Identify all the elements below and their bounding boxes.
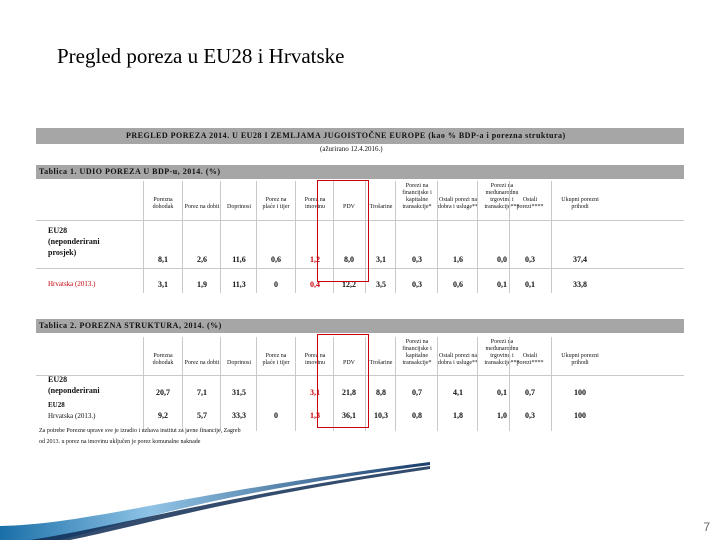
- table2-hr-value: 1,3: [310, 411, 320, 420]
- table2-hr-value: 5,7: [197, 411, 207, 420]
- table2-col-header-line: financijske i: [402, 346, 432, 352]
- table2-col-header-line: prihodi: [571, 360, 589, 366]
- table1-col-header-line: trgovinu i: [490, 197, 514, 203]
- table1-grid-line: [509, 181, 510, 293]
- table2-col-header-line: Porez na: [304, 353, 326, 359]
- table2-eu-value: 4,1: [453, 388, 463, 397]
- table2-grid-line: [477, 337, 478, 431]
- swoosh-band: [0, 462, 430, 540]
- sheet-header-subtitle: (ažurirano 12.4.2016.): [320, 145, 383, 153]
- sheet-header-title: PREGLED POREZA 2014. U EU28 I ZEMLJAMA JUGOISTOČNE EUROPE (kao % BDP-a i porezna struktura): [126, 131, 566, 140]
- table1-col-header-line: Porez na: [304, 197, 326, 203]
- table1-col-header-line: Porezi na: [405, 183, 429, 189]
- table1-col-header: [144, 197, 182, 211]
- table1-hr-value: 0,6: [453, 280, 463, 289]
- table1-grid-line: [395, 181, 396, 293]
- table2-grid-line: [437, 337, 438, 431]
- slide-title: Pregled poreza u EU28 i Hrvatske: [57, 44, 345, 68]
- table1-eu-value: 8,0: [344, 255, 354, 264]
- table1-grid-line: [143, 181, 144, 293]
- table2-col-header-line: dohodak: [152, 360, 174, 366]
- table1-col-header: [396, 183, 438, 211]
- table1-eu-value: 8,1: [158, 255, 168, 264]
- table1-col-header-line: Porezi na: [490, 183, 514, 189]
- table1-grid-line: [437, 181, 438, 293]
- table2-hr-value: 36,1: [342, 411, 356, 420]
- table1-eu-value: 11,6: [232, 255, 246, 264]
- table1-title-bar: [36, 165, 684, 179]
- table2-hr-label: [48, 400, 95, 422]
- table2-eu-value: 7,1: [197, 388, 207, 397]
- table1-col-header-line: Porez na dobit: [184, 204, 220, 210]
- table1-grid-line: [477, 181, 478, 293]
- table1-hr-value: 0,1: [525, 280, 535, 289]
- table2-col-header: [221, 360, 257, 367]
- table2-col-header-line: plaće i tijer: [262, 360, 290, 366]
- table2-col-header: [510, 353, 550, 367]
- table1-col-header-line: Porezna: [153, 197, 173, 203]
- table1-col-header: [510, 197, 550, 211]
- sheet-note-2: od 2013. u porez na imovinu uključen je porez komunalne naknade: [39, 439, 201, 445]
- table2-col-header-line: porezi****: [516, 360, 544, 366]
- table2-col-header-line: Ostali porezi na: [439, 353, 477, 359]
- table1-eu-value: 0,3: [412, 255, 422, 264]
- sheet-note-1: Za potrebe Porezne uprave sve je izradio i uzhava institut za javne financije, Zagreb: [39, 428, 241, 434]
- table2-col-header: [144, 353, 182, 367]
- table1-grid-line: [295, 181, 296, 293]
- table1-eu-value: 2,6: [197, 255, 207, 264]
- table1-col-header-line: Doprinosi: [227, 204, 251, 210]
- table2-col-header-line: Porezi na: [405, 339, 429, 345]
- table2-grid-line: [143, 337, 144, 431]
- table1-eu-value: 37,4: [573, 255, 587, 264]
- table1-col-header-line: Ostali: [522, 197, 538, 203]
- table2-hr-value: 1,0: [497, 411, 507, 420]
- table2-col-header-line: Porez na dobit: [184, 360, 220, 366]
- page-number: 7: [703, 520, 710, 534]
- table1-grid-line: [220, 181, 221, 293]
- table1-col-header-line: Porez na: [265, 197, 287, 203]
- table2-hr-value: 0: [274, 411, 278, 420]
- table1-col-header-line: kapitalne: [406, 197, 428, 203]
- table1-hr-value: 0,3: [412, 280, 422, 289]
- table1-hr-value: 0,4: [310, 280, 320, 289]
- table1-hr-value: 0,1: [497, 280, 507, 289]
- table2-hr-value: 100: [574, 411, 586, 420]
- table2-col-header: [552, 353, 608, 367]
- table2-col-header-line: imovinu: [304, 360, 325, 366]
- table1-eu-value: 0,6: [271, 255, 281, 264]
- table1-col-header-line: prihodi: [571, 204, 589, 210]
- table1-col-header-line: Ostali porezi na: [439, 197, 477, 203]
- table2-grid-line: [220, 337, 221, 431]
- table2-col-header-line: PDV: [342, 360, 355, 366]
- table2-eu-value: 21,8: [342, 388, 356, 397]
- table1-eu-value: 0,3: [525, 255, 535, 264]
- table2-col-header-line: kapitalne: [406, 353, 428, 359]
- table1-hr-value: 11,3: [232, 280, 246, 289]
- table1-eu-value: 1,2: [310, 255, 320, 264]
- table2-title-bar: [36, 319, 684, 333]
- table1-col-header: [221, 204, 257, 211]
- table1-col-header-line: plaće i tijer: [262, 204, 290, 210]
- table2-grid-line: [551, 337, 552, 431]
- table1-col-header-line: financijske i: [402, 190, 432, 196]
- table1-col-header-line: transakcije***: [484, 204, 520, 210]
- table1-col-header-line: Ukupni porezni: [561, 197, 599, 203]
- table1-hr-value: 3,1: [158, 280, 168, 289]
- table2-hr-value: 33,3: [232, 411, 246, 420]
- table2-grid-line: [256, 337, 257, 431]
- decorative-swoosh: [0, 460, 430, 540]
- table1-col-header-line: PDV: [342, 204, 355, 210]
- table2-hr-label-line1: EU28: [48, 401, 65, 409]
- table1-hr-value: 12,2: [342, 280, 356, 289]
- table2-grid-line: [182, 337, 183, 431]
- table1-eu-label-line1: EU28: [48, 226, 68, 235]
- table1-hr-value: 3,5: [376, 280, 386, 289]
- table1-hr-value: 33,8: [573, 280, 587, 289]
- table1-hr-label: Hrvatska (2013.): [48, 280, 96, 288]
- table1-col-header: [257, 197, 295, 211]
- property-tax-highlight-1: [317, 180, 369, 282]
- table1-eu-label: [48, 225, 100, 258]
- table2-hr-value: 9,2: [158, 411, 168, 420]
- table2-eu-value: 31,5: [232, 388, 246, 397]
- table2-col-header-line: Porezna: [153, 353, 173, 359]
- table1-eu-value: 0,0: [497, 255, 507, 264]
- table2-eu-value: 0,1: [497, 388, 507, 397]
- table2-hr-value: 10,3: [374, 411, 388, 420]
- sheet-header-bar: [36, 128, 684, 144]
- tax-table-image: [36, 128, 684, 448]
- table1-col-header-line: porezi****: [516, 204, 544, 210]
- table1-col-header: [552, 197, 608, 211]
- table2-col-header-line: Ukupni porezni: [561, 353, 599, 359]
- table2-eu-value: 20,7: [156, 388, 170, 397]
- table2-col-header: [183, 360, 221, 367]
- table2-col-header: [438, 353, 478, 367]
- table1-col-header-line: transakcije*: [402, 204, 432, 210]
- table2-col-header-line: Ostali: [522, 353, 538, 359]
- table2-eu-value: 100: [574, 388, 586, 397]
- table1-title: Tablica 1. UDIO POREZA U BDP-u, 2014. (%): [39, 167, 221, 176]
- table2-col-header-line: trgovinu i: [490, 353, 514, 359]
- table2-eu-label: [48, 374, 100, 396]
- table1-col-header: [438, 197, 478, 211]
- table1-grid-line: [256, 181, 257, 293]
- table1-eu-label-line2: (neponderirani: [48, 237, 100, 246]
- table2-col-header-line: Trošarine: [369, 360, 393, 366]
- table2-col-header: [257, 353, 295, 367]
- table1-col-header-line: dohodak: [152, 204, 174, 210]
- property-tax-highlight-2: [317, 334, 369, 428]
- table1-col-header-line: imovinu: [304, 204, 325, 210]
- table2-hr-label-line2: Hrvatska (2013.): [48, 412, 96, 420]
- table2-col-header: [396, 339, 438, 367]
- table2-col-header-line: Doprinosi: [227, 360, 251, 366]
- table2-title: Tablica 2. POREZNA STRUKTURA, 2014. (%): [39, 321, 222, 330]
- table2-col-header: [366, 360, 396, 367]
- table1-eu-value: 1,6: [453, 255, 463, 264]
- table1-eu-label-line3: prosjek): [48, 248, 77, 257]
- table2-col-header-line: transakcije*: [402, 360, 432, 366]
- table1-col-header-line: Trošarine: [369, 204, 393, 210]
- table1-col-header: [366, 204, 396, 211]
- table2-eu-label-line1: EU28: [48, 375, 68, 384]
- table2-eu-label-line2: (neponderirani: [48, 386, 100, 395]
- table1-hr-value: 1,9: [197, 280, 207, 289]
- table1-grid-line: [182, 181, 183, 293]
- table2-eu-value: 0,7: [412, 388, 422, 397]
- table2-hr-value: 0,8: [412, 411, 422, 420]
- table2-col-header-line: međunarodnu: [485, 346, 519, 352]
- table1-eu-value: 3,1: [376, 255, 386, 264]
- table2-col-header-line: transakcije***: [484, 360, 520, 366]
- table2-col-header-line: Porezi na: [490, 339, 514, 345]
- table1-grid-line: [551, 181, 552, 293]
- table2-eu-value: 8,8: [376, 388, 386, 397]
- table1-col-header-line: međunarodnu: [485, 190, 519, 196]
- table2-eu-value: 3,1: [310, 388, 320, 397]
- table2-hr-value: 0,3: [525, 411, 535, 420]
- table2-grid-line: [295, 337, 296, 431]
- table2-eu-value: 0,7: [525, 388, 535, 397]
- table1-col-header: [183, 204, 221, 211]
- table1-col-header-line: dobra i usluge**: [438, 204, 478, 210]
- table2-hr-value: 1,8: [453, 411, 463, 420]
- table2-col-header-line: Porez na: [265, 353, 287, 359]
- table2-col-header-line: dobra i usluge**: [438, 360, 478, 366]
- table1-hr-value: 0: [274, 280, 278, 289]
